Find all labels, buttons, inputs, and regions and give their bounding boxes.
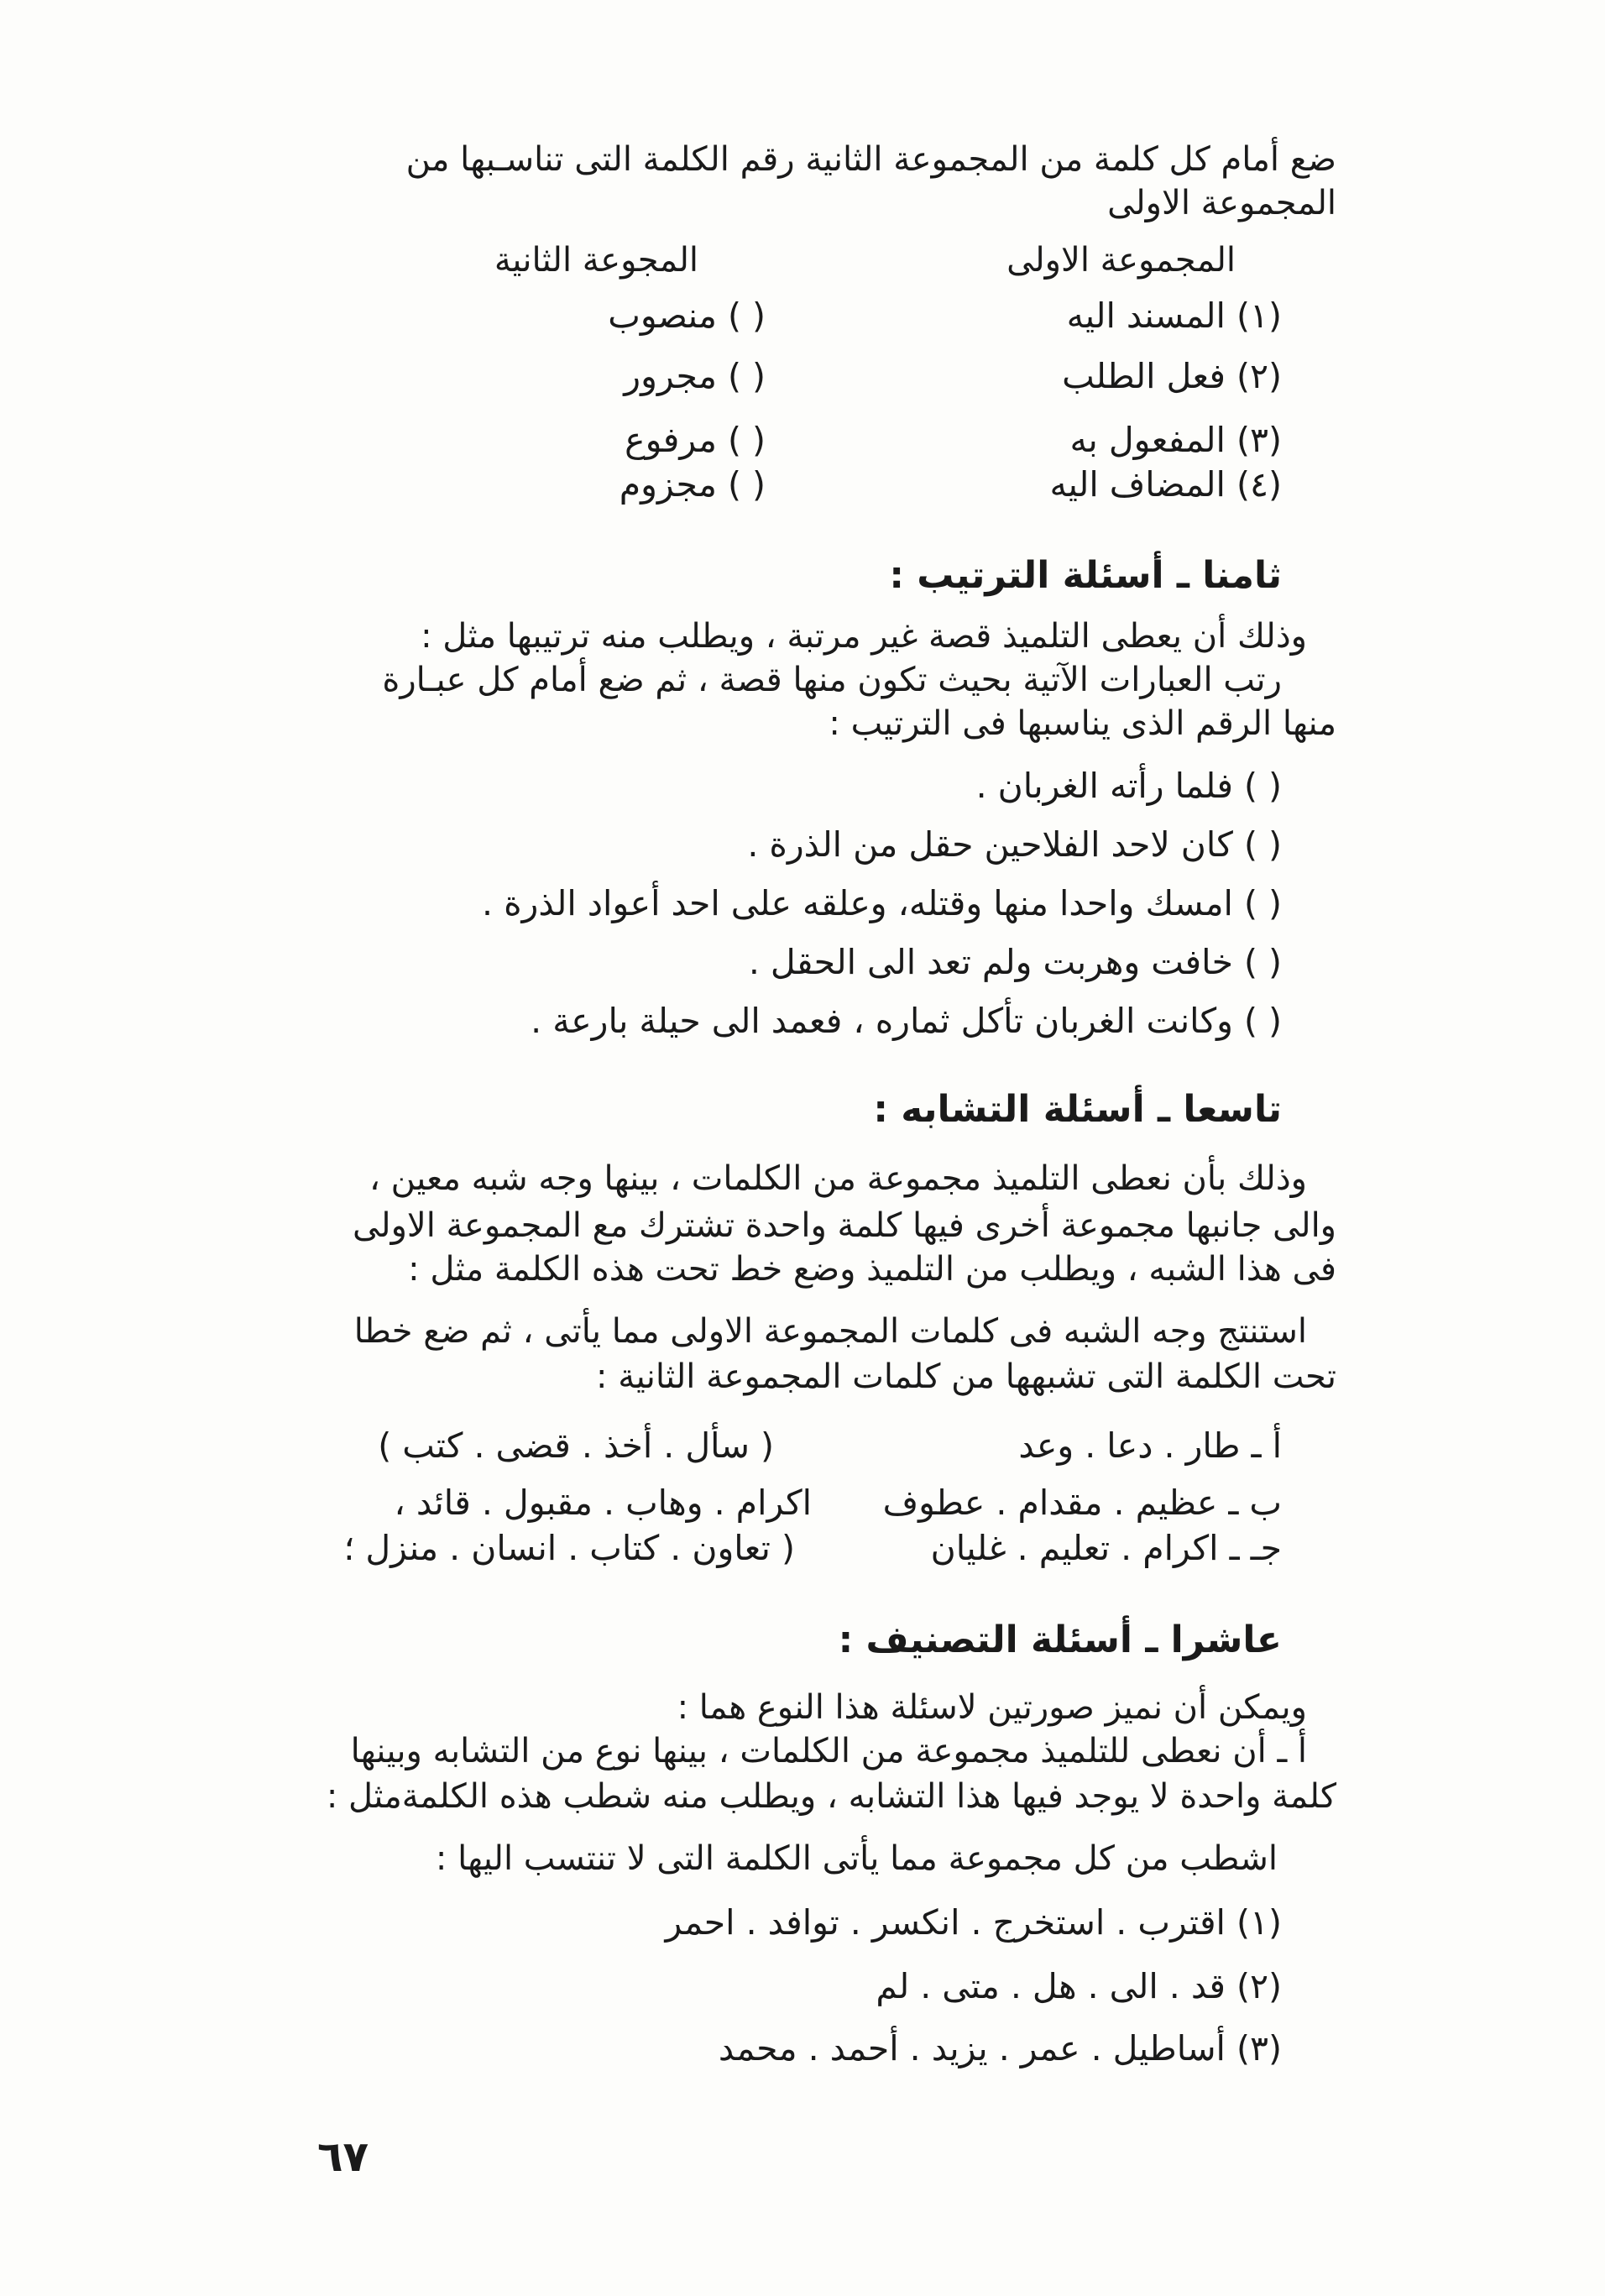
ordering-item: ( ) خافت وهربت ولم تعد الى الحقل . <box>748 942 1282 982</box>
similarity-instruction-line2: تحت الكلمة التى تشبهها من كلمات المجموعة الثانية : <box>596 1357 1336 1396</box>
group1-item: (٤) المضاف اليه <box>1049 464 1282 505</box>
group2-item: ( ) مجرور <box>624 356 766 396</box>
similarity-intro-line1: وذلك بأن نعطى التلميذ مجموعة من الكلمات ، بينها وجه شبه معين ، <box>369 1159 1307 1198</box>
similarity-intro-line3: فى هذا الشبه ، ويطلب من التلميذ وضع خط تحت هذه الكلمة مثل : <box>408 1250 1336 1289</box>
similarity-heading: تاسعا ـ أسئلة التشابه : <box>873 1088 1282 1131</box>
classification-intro-line1: ويمكن أن نميز صورتين لاسئلة هذا النوع هما : <box>677 1688 1307 1727</box>
similarity-row-group1: ب ـ عظيم . مقدام . عطوف <box>882 1483 1282 1523</box>
match-instruction-line2: المجموعة الاولى <box>1107 184 1336 222</box>
ordering-item: ( ) فلما رأته الغربان . <box>975 766 1282 806</box>
group2-item: ( ) مجزوم <box>619 464 766 505</box>
classification-intro-line3: كلمة واحدة لا يوجد فيها هذا التشابه ، ويطلب منه شطب هذه الكلمةمثل : <box>326 1777 1336 1816</box>
similarity-row-group2: اكرام . وهاب . مقبول . قائد ، <box>394 1483 812 1523</box>
classification-heading: عاشرا ـ أسئلة التصنيف : <box>838 1619 1282 1661</box>
classification-item: (٢) قد . الى . هل . متى . لم <box>876 1966 1282 2006</box>
classification-item: (٣) أساطيل . عمر . يزيد . أحمد . محمد <box>718 2028 1282 2068</box>
ordering-item: ( ) كان لاحد الفلاحين حقل من الذرة . <box>747 824 1282 865</box>
ordering-heading: ثامنا ـ أسئلة الترتيب : <box>889 554 1282 597</box>
group1-header: المجموعة الاولى <box>1006 241 1236 280</box>
group2-header: المجوعة الثانية <box>494 241 698 280</box>
group2-item: ( ) مرفوع <box>625 420 766 460</box>
similarity-instruction-line1: استنتج وجه الشبه فى كلمات المجموعة الاولى مما يأتى ، ثم ضع خطا <box>353 1312 1307 1351</box>
match-instruction-line1: ضع أمام كل كلمة من المجموعة الثانية رقم الكلمة التى تناسـبها من <box>405 140 1336 179</box>
group1-item: (٣) المفعول به <box>1069 420 1282 460</box>
group2-item: ( ) منصوب <box>608 295 766 336</box>
similarity-row-group1: أ ـ طار . دعا . وعد <box>1018 1425 1282 1466</box>
ordering-instruction-line2: منها الرقم الذى يناسبها فى الترتيب : <box>829 704 1336 743</box>
ordering-item: ( ) وكانت الغربان تأكل ثماره ، فعمد الى حيلة بارعة . <box>531 1001 1282 1041</box>
similarity-row-group2: ( سأل . أخذ . قضى . كتب ) <box>378 1425 774 1466</box>
ordering-intro: وذلك أن يعطى التلميذ قصة غير مرتبة ، ويطلب منه ترتيبها مثل : <box>421 617 1307 656</box>
classification-instruction: اشطب من كل مجموعة مما يأتى الكلمة التى لا تنتسب اليها : <box>435 1839 1278 1878</box>
classification-item: (١) اقترب . استخرج . انكسر . توافد . احمر <box>665 1902 1282 1943</box>
similarity-row-group2: ( تعاون . كتاب . انسان . منزل ؛ <box>343 1528 795 1568</box>
page-number: ٦٧ <box>317 2132 369 2181</box>
ordering-instruction-line1: رتب العبارات الآتية بحيث تكون منها قصة ، ثم ضع أمام كل عبـارة <box>382 661 1282 699</box>
similarity-intro-line2: والى جانبها مجموعة أخرى فيها كلمة واحدة تشترك مع المجموعة الاولى <box>353 1206 1336 1245</box>
group1-item: (١) المسند اليه <box>1066 295 1282 336</box>
group1-item: (٢) فعل الطلب <box>1062 356 1282 396</box>
classification-intro-line2: أ ـ أن نعطى للتلميذ مجموعة من الكلمات ، بينها نوع من التشابه وبينها <box>350 1732 1307 1770</box>
similarity-row-group1: جـ ـ اكرام . تعليم . غليان <box>930 1528 1282 1568</box>
ordering-item: ( ) امسك واحدا منها وقتله، وعلقه على احد أعواد الذرة . <box>482 883 1282 923</box>
